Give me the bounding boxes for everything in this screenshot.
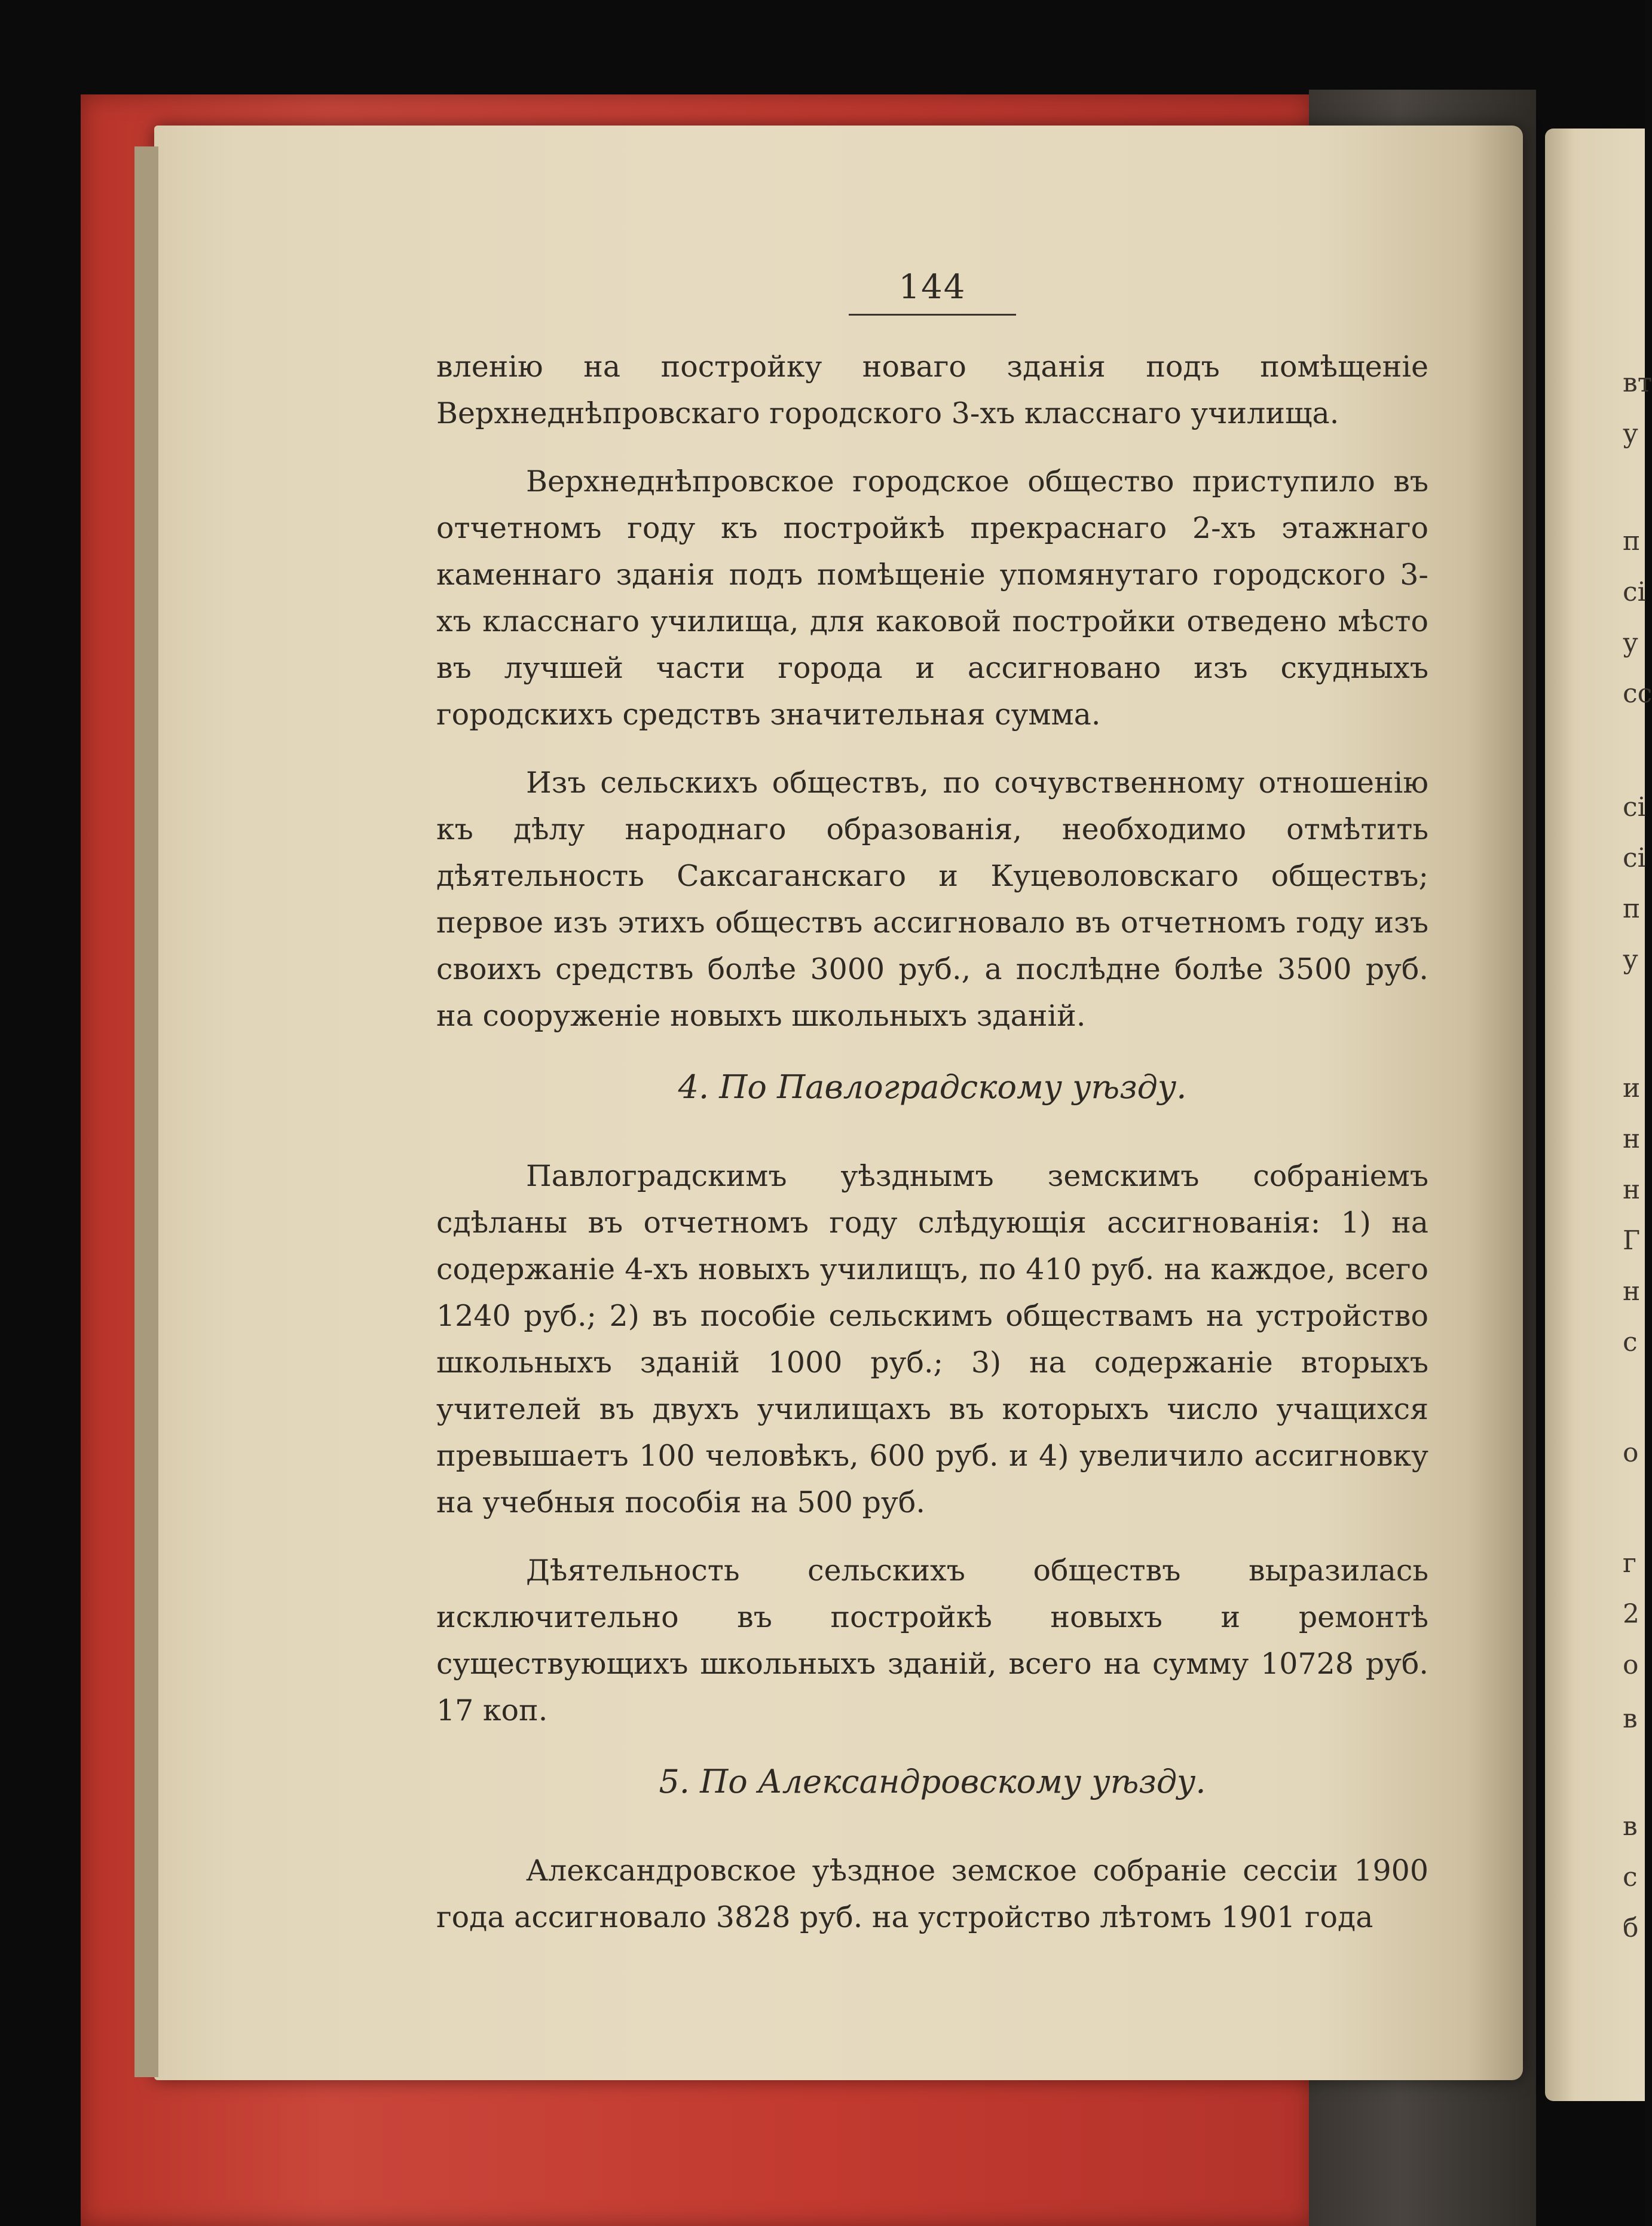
next-page-fragment: н	[1623, 1124, 1641, 1154]
next-page-fragment: г	[1623, 1548, 1637, 1579]
next-page-fragment: у	[1623, 418, 1638, 449]
next-page-fragment: вт	[1623, 368, 1652, 398]
page-stack-edge	[134, 146, 158, 2077]
next-page-fragment: о	[1623, 1650, 1639, 1680]
next-page-fragment: у	[1623, 628, 1638, 658]
page-number-rule	[849, 314, 1016, 316]
next-page-fragment: н	[1623, 1276, 1641, 1307]
paragraph: вленію на постройку новаго зданія подъ помѣщеніе Верхнеднѣпровскаго городского 3-хъ класснаго училища.	[436, 350, 1428, 430]
page-text	[436, 344, 1428, 1962]
next-page-fragment: с	[1623, 1327, 1638, 1357]
next-page-fragment: у	[1623, 944, 1638, 975]
next-page-fragment: сі	[1623, 792, 1646, 822]
next-page-fragment: сс	[1623, 678, 1652, 709]
next-page-fragment: и	[1623, 1073, 1641, 1103]
paragraph: Изъ сельскихъ обществъ, по сочувственному отношенію къ дѣлу народнаго образованія, необходимо отмѣтить дѣятельность Саксаганскаго и Куцеволовскаго обществъ; первое изъ этихъ обществъ ассигновало въ отчетномъ году изъ своихъ средствъ болѣе 3000 руб., а послѣдне болѣе 3500 руб. на сооруженіе новыхъ школьныхъ зданій.	[436, 766, 1428, 1033]
paragraph: Верхнеднѣпровское городское общество приступило въ отчетномъ году къ постройкѣ прекраснаго 2-хъ этажнаго каменнаго зданія подъ помѣщеніе упомянутаго городского 3-хъ класснаго училища, для каковой постройки отведено мѣсто въ лучшей части города и ассигновано изъ скудныхъ городскихъ средствъ значительная сумма.	[436, 464, 1428, 732]
next-page-fragment: 2	[1623, 1599, 1639, 1629]
paragraph: Дѣятельность сельскихъ обществъ выразилась исключительно въ постройкѣ новыхъ и ремонтѣ существующихъ школьныхъ зданій, всего на сумму 10728 руб. 17 коп.	[436, 1554, 1428, 1727]
next-page-fragment: н	[1623, 1175, 1641, 1205]
next-page-fragment: о	[1623, 1438, 1639, 1468]
section-heading: 5. По Александровскому уѣзду.	[659, 1763, 1206, 1800]
paragraph: Павлоградскимъ уѣзднымъ земскимъ собраніемъ сдѣланы въ отчетномъ году слѣдующія ассигнованія: 1) на содержаніе 4-хъ новыхъ училищъ, по 410 руб. на каждое, всего 1240 руб.; 2) въ пособіе сельскимъ обществамъ на устройство школьныхъ зданій 1000 руб.; 3) на содержаніе вторыхъ учителей въ двухъ училищахъ въ которыхъ число учащихся превышаетъ 100 человѣкъ, 600 руб. и 4) увеличило ассигновку на учебныя пособія на 500 руб.	[436, 1159, 1428, 1519]
next-page-fragment: с	[1623, 1862, 1638, 1892]
paragraph: Александровское уѣздное земское собраніе сессіи 1900 года ассигновало 3828 руб. на устройство лѣтомъ 1901 года	[436, 1854, 1428, 1934]
section-heading: 4. По Павлоградскому уѣзду.	[678, 1068, 1187, 1106]
next-page-fragment: п	[1623, 894, 1641, 924]
next-page-fragment: п	[1623, 526, 1641, 556]
page-number: 144	[898, 268, 966, 307]
next-page-fragment: в	[1623, 1811, 1638, 1842]
next-page-fragment: в	[1623, 1704, 1638, 1734]
next-page-fragment: Г	[1623, 1225, 1641, 1256]
next-page-fragment: сі	[1623, 843, 1646, 873]
next-page-fragment: б	[1623, 1913, 1639, 1943]
next-page-fragment: сі	[1623, 577, 1646, 607]
